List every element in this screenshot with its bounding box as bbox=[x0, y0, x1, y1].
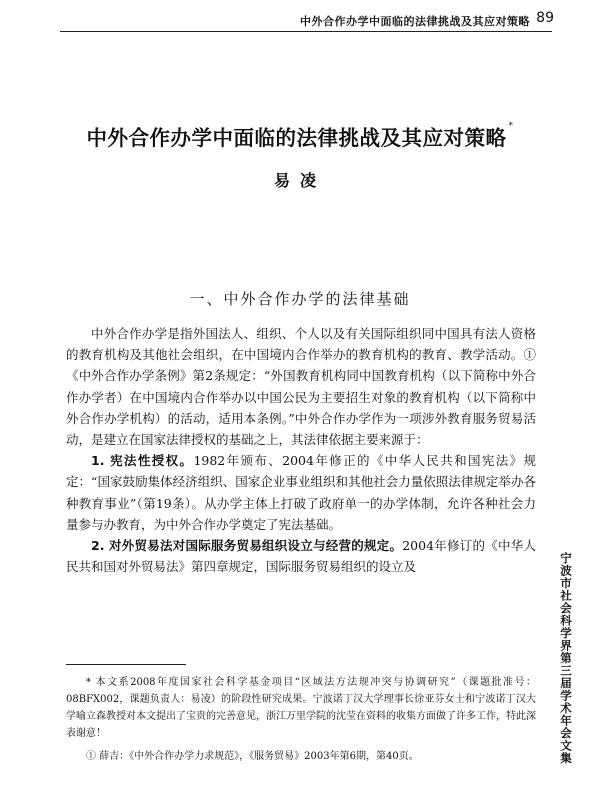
footnote-rule bbox=[66, 664, 186, 665]
header-rule bbox=[60, 31, 552, 32]
paragraph-2-heading: 1. 宪法性授权。 bbox=[91, 453, 194, 469]
paragraph-1: 中外合作办学是指外国法人、组织、个人以及有关国际组织同中国具有法人资格的教育机构及其他社会组织，在中国境内合作举办的教育机构的教育、教学活动。①《中外合作办学条例》第2条规定：“外国教育机构同中国教育机构（以下简称中外合作办学者）在中国境内合作举办以中国公民为主要招生对象的教育机构（以下简称中外合作办学机构）的活动，适用本条例。”中外合作办学作为一项涉外教育服务贸易活动，是建立在国家法律授权的基础之上，其法律依据主要来源于： bbox=[66, 326, 536, 448]
paragraph-3-text: 2004年修订的《中华人民共和国对外贸易法》第四章规定，国际服务贸易组织的设立及 bbox=[66, 538, 536, 575]
vertical-side-text: 宁波市社会科学界第三届学术年会文集 bbox=[559, 552, 573, 765]
paragraph-3-heading: 2. 对外贸易法对国际服务贸易组织设立与经营的规定。 bbox=[91, 538, 403, 554]
body-text bbox=[66, 323, 536, 577]
footnote-1: * 本文系2008年度国家社会科学基金项目“区域法方法规冲突与协调研究”（课题批准号：08BFX002，课题负责人：易凌）的阶段性研究成果。宁波诺丁汉大学理事长徐亚芬女士和宁波诺丁汉大学喻立森教授对本文提出了宝贵的完善意见，浙江万里学院的沈莹在资料的收集方面做了许多工作，特此深表谢意！ bbox=[66, 677, 536, 739]
running-header bbox=[0, 10, 600, 32]
paragraph-2-text: 1982年颁布、2004年修正的《中华人民共和国宪法》规定：“国家鼓励集体经济组织、国家企业事业组织和其他社会力量依照法律规定举办各种教育事业”（第19条）。从办学主体上打破了政府单一的办学体制，允许各种社会力量参与办教育，为中外合作办学奠定了宪法基础。 bbox=[66, 453, 536, 532]
article-title bbox=[0, 121, 600, 151]
paragraph-2 bbox=[66, 450, 536, 535]
footnotes bbox=[66, 674, 536, 765]
page-number: 89 bbox=[536, 10, 554, 26]
paragraph-3 bbox=[66, 535, 536, 577]
footnote-2: ① 薛吉：《中外合作办学力求规范》，《服务贸易》2003年第6期，第40页。 bbox=[86, 751, 419, 762]
title-footnote-mark: * bbox=[508, 121, 514, 131]
running-title: 中外合作办学中面临的法律挑战及其应对策略 bbox=[300, 15, 530, 28]
article-title-text: 中外合作办学中面临的法律挑战及其应对策略 bbox=[86, 126, 507, 150]
author: 易凌 bbox=[273, 171, 326, 190]
section-heading: 一、中外合作办学的法律基础 bbox=[189, 290, 411, 308]
